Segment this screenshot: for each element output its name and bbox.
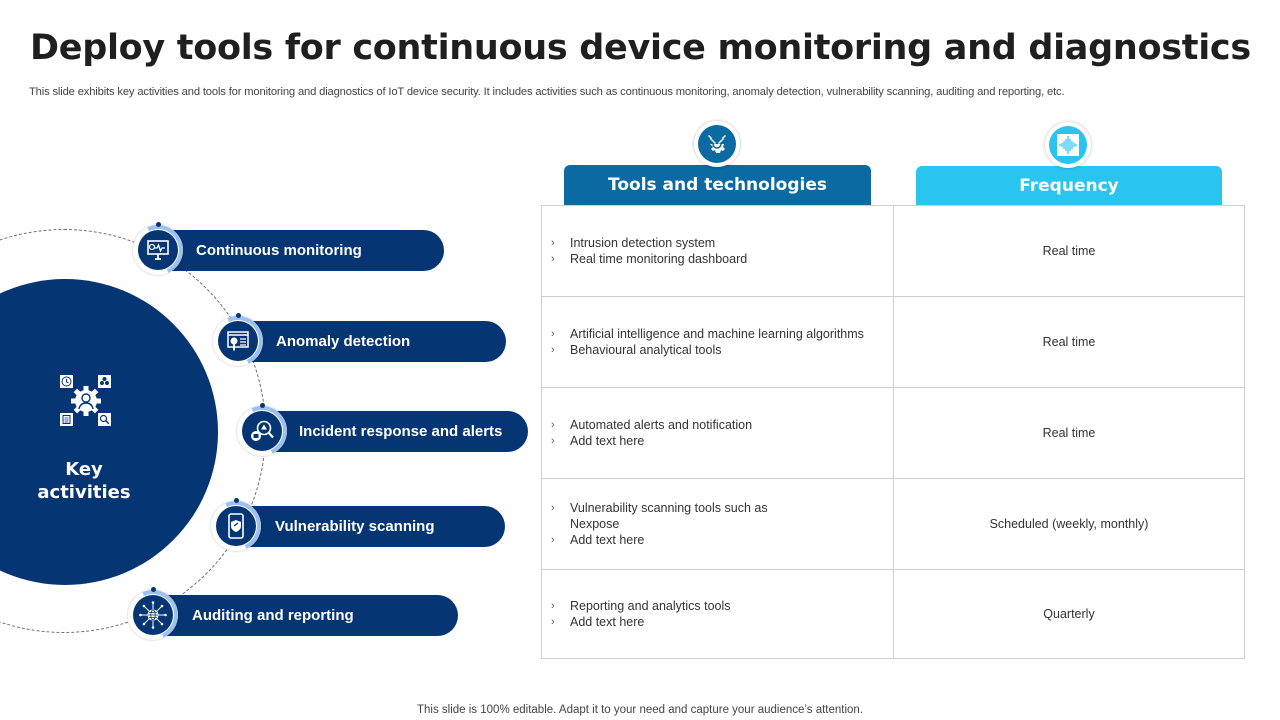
tools-frequency-table — [541, 205, 1245, 659]
activity-icon-ring — [128, 590, 178, 640]
list-item — [551, 433, 893, 449]
activity-label: Anomaly detection — [276, 333, 411, 350]
activity-auditing-reporting[interactable] — [153, 595, 458, 636]
tool-text: Artificial intelligence and machine learning algorithms — [570, 327, 864, 341]
tool-text: Add text here — [570, 615, 645, 629]
orbit-dot — [156, 222, 161, 227]
tool-text: Real time monitoring dashboard — [570, 252, 748, 266]
activity-continuous-monitoring[interactable] — [158, 230, 444, 271]
chevron-right-icon: › — [551, 344, 555, 356]
mobile-shield-icon — [216, 506, 256, 546]
chevron-right-icon: › — [551, 435, 555, 447]
header-tools-label: Tools and technologies — [608, 175, 827, 195]
frequency-cell: Real time — [1042, 426, 1096, 440]
activity-label: Continuous monitoring — [196, 242, 362, 259]
gear-wrench-icon — [694, 121, 740, 167]
orbit-dot — [236, 313, 241, 318]
list-item — [551, 598, 893, 614]
key-activities-label — [20, 458, 148, 504]
tool-text: Add text here — [570, 533, 645, 547]
activity-label: Auditing and reporting — [192, 607, 354, 624]
tools-cell — [542, 297, 894, 387]
orbit-dot — [151, 587, 156, 592]
frequency-cell: Real time — [1042, 335, 1096, 349]
list-item — [551, 614, 893, 630]
tool-text: Automated alerts and notification — [570, 418, 753, 432]
chevron-right-icon: › — [551, 616, 555, 628]
table-row — [542, 570, 1244, 658]
activity-icon-ring — [237, 406, 287, 456]
activity-label: Vulnerability scanning — [275, 518, 435, 535]
table-row — [542, 388, 1244, 479]
tool-text: Reporting and analytics tools — [570, 599, 731, 613]
tools-cell — [542, 206, 894, 296]
header-frequency-label: Frequency — [1019, 176, 1119, 196]
tools-cell — [542, 388, 894, 478]
chevron-right-icon: › — [551, 502, 555, 514]
frequency-cell: Scheduled (weekly, monthly) — [989, 517, 1149, 531]
orbit-dot — [234, 498, 239, 503]
chevron-right-icon: › — [551, 253, 555, 265]
page-title: Deploy tools for continuous device monitoring and diagnostics — [30, 28, 1251, 68]
list-item — [551, 500, 893, 532]
list-item — [551, 532, 893, 548]
activity-icon-ring — [213, 316, 263, 366]
chevron-right-icon: › — [551, 534, 555, 546]
key-label-line2: activities — [37, 482, 131, 503]
table-row — [542, 479, 1244, 570]
footer-note: This slide is 100% editable. Adapt it to your need and capture your audience’s attention. — [416, 704, 864, 716]
activity-icon-ring — [211, 501, 261, 551]
chevron-right-icon: › — [551, 600, 555, 612]
list-item — [551, 417, 893, 433]
list-item — [551, 251, 893, 267]
activity-label: Incident response and alerts — [299, 423, 503, 440]
orbit-dot — [260, 403, 265, 408]
tool-text: Intrusion detection system — [570, 236, 716, 250]
team-gear-icon — [58, 373, 114, 429]
activity-incident-response[interactable] — [262, 411, 528, 452]
chevron-right-icon: › — [551, 419, 555, 431]
tools-cell — [542, 570, 894, 658]
document-search-icon — [218, 321, 258, 361]
table-row — [542, 297, 1244, 388]
tool-text: Behavioural analytical tools — [570, 343, 722, 357]
header-tools-technologies — [564, 165, 871, 205]
tools-cell — [542, 479, 894, 569]
list-item — [551, 326, 893, 342]
list-item — [551, 342, 893, 358]
alert-search-icon — [242, 411, 282, 451]
list-item — [551, 235, 893, 251]
network-globe-icon — [133, 595, 173, 635]
activity-icon-ring — [133, 225, 183, 275]
key-label-line1: Key — [65, 459, 103, 480]
header-frequency — [916, 166, 1222, 206]
chevron-right-icon: › — [551, 328, 555, 340]
frequency-cell: Real time — [1042, 244, 1096, 258]
activity-anomaly-detection[interactable] — [238, 321, 506, 362]
tool-text: Vulnerability scanning tools such as Nexpose — [570, 501, 768, 531]
activity-vulnerability-scanning[interactable] — [236, 506, 505, 547]
table-row — [542, 206, 1244, 297]
frequency-cell: Quarterly — [1043, 607, 1095, 621]
tool-text: Add text here — [570, 434, 645, 448]
sound-wave-icon — [1045, 122, 1091, 168]
page-subtitle: This slide exhibits key activities and tools for monitoring and diagnostics of IoT device security. It includes activities such as continuous monitoring, anomaly detection, vulnerability scanning, auditing and reporting, etc. — [29, 86, 1065, 98]
chevron-right-icon: › — [551, 237, 555, 249]
monitor-pulse-icon — [138, 230, 178, 270]
